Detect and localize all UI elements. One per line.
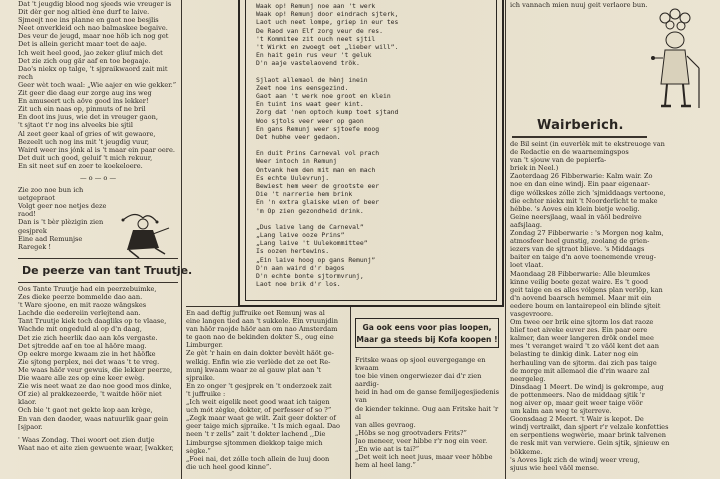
- article-line: toe bie vinen ongerwiezer dai d'r zien aardig-: [355, 372, 482, 389]
- poem-line: Dao's niekx op talge, 't sjpraikwaord zait mit rech: [18, 64, 168, 81]
- article-line: [sjpaor.: [18, 422, 43, 431]
- poem-line: Weer intoch in Remunj: [256, 157, 337, 166]
- poem-line: Det duit uch good, geluif 't mich rekuur,: [18, 153, 153, 162]
- article-line: Det sjtredde aaf en toe al häöre maag.: [18, 341, 147, 350]
- poem-line: Al zeet geer kaal of gries of wit gewaore,: [18, 129, 156, 138]
- poem-line: Ich weit heel good, jao zeker gliuf mich det: [18, 48, 163, 57]
- article-line: de resk mit van verwiere. Gein sjtik, sjnieuw en: [510, 439, 670, 448]
- article-line: „En wie aat is tai?”: [355, 445, 420, 454]
- poem-line: D'n aan waird d'r bagos: [256, 263, 345, 272]
- poem-line: Es echte Uulevrunj.: [256, 173, 330, 182]
- article-line: Ze gèt 'r hain en dain dokter bevèlt häöt ge-: [186, 349, 334, 358]
- poem-line: Zeet noe ins eensgezind.: [256, 83, 349, 92]
- article-line: 't juffruike :: [186, 389, 226, 398]
- wairberich-article: [510, 140, 710, 472]
- poem-line: En gans Remunj weer sjtoefe moog: [256, 124, 380, 133]
- article-line: Oos Tante Truutje had ein peerzebuimke,: [18, 285, 157, 293]
- column-rule-2: [350, 305, 351, 479]
- poem-line: Volgt geer noe netjes deze raod!: [18, 202, 107, 219]
- article-line: 't Ware sjoone, en mit raoze wängskes: [18, 301, 147, 310]
- article-line: van alles gevraog.: [355, 420, 416, 429]
- article-line: d'n aovend baarsch hemmel. Maar mit ein: [510, 293, 652, 302]
- article-line: Waat nao et aite zien gewuente waar, [wakker,: [18, 443, 174, 452]
- article-line: te gaon nao de bekinden dokter S., oug eine: [186, 333, 334, 342]
- poem-line: 'm Op zien gezondheid drink.: [256, 206, 364, 215]
- article-line: En aad deftig juffruike oet Remunj was al: [186, 309, 325, 317]
- poem-line: Laot uch neet lompe, griep in eur tes: [256, 18, 399, 27]
- article-line: neergeleg.: [510, 374, 546, 383]
- poem-line: Waird weer ins jónk al is 't maar ein paar oere.: [18, 145, 175, 154]
- poem-line: [256, 68, 486, 76]
- article-line: iezers van de sjtraot blieve. 's Middaags: [510, 245, 645, 254]
- article-line: neen 't r zells” zait 't dokter lachend ,,Die: [186, 430, 326, 439]
- poem-line: Zorg dat 'nen optoch kump toet sjtand: [256, 108, 399, 117]
- poem-line: Woo sjtols veer weer op gaon: [256, 116, 364, 125]
- article-line: vasgevroore.: [510, 309, 554, 318]
- poem-line: En doot ins juus, wie det in vreuger gaon,: [18, 113, 158, 122]
- article-line: Wachde mit ongeduld al op d'n daag,: [18, 325, 142, 334]
- jester-illustration: [115, 208, 173, 260]
- article-line: atmosfeer heel gunstig, zoolang de grien-: [510, 237, 650, 246]
- article-line: Zie wis neet waat ze dao noe good mos dinke,: [18, 382, 172, 391]
- intro-line: van 't sjouw van de pepierfa-: [510, 156, 607, 165]
- article-line: noe en dan eine windj. Ein paar eigenaar-: [510, 180, 650, 189]
- kofa-advertisement: [355, 318, 499, 348]
- article-line: geit taige en es alles vólgens plan verlöp, kan: [510, 285, 663, 294]
- poem-line: D'n echte bonte sjtormvrunj,: [256, 272, 364, 281]
- article-line: de kiender tekinne. Oug aan Fritske hait 'r al: [355, 404, 499, 421]
- article-line: Geine neersjlaag, waal in väöl bedreive: [510, 212, 642, 221]
- article-line: baiter en taige d'n aove toenemende vreug-: [510, 253, 656, 262]
- article-line: „Zegk maar waat ge wilt. Zait geer dokter of: [186, 414, 336, 423]
- poem-line: 't Wirkt en zwoegt oet „lieber will”.: [256, 43, 399, 52]
- poem-line: En amuseert uch aöve good ins lekker!: [18, 97, 149, 106]
- article-line: um kalm aan weg te sjterreve.: [510, 407, 612, 416]
- poem-line: Det hubhe veer gedaon.: [256, 133, 341, 142]
- poem-line: Is oozen hertewins.: [256, 247, 330, 256]
- article-line: Om twee oer brik eine sjtorm los dat raoze: [510, 318, 654, 327]
- poem-line: Ontvank hem den mit man en mach: [256, 165, 376, 174]
- article-line: die uch heel good kinne”.: [186, 462, 272, 471]
- article-line: windj vertraikt, dan sjpert r'r velzale konfetties: [510, 423, 669, 432]
- poem-line: „Lang laive 't Uulekommittee”: [256, 239, 368, 248]
- article-line: Det zie zich heerlik dao aan kös vergaste.: [18, 333, 158, 342]
- poem-line: Laot noe brik d'r los.: [256, 280, 341, 289]
- wairberich-headline: Wairberich.: [537, 118, 624, 133]
- poem-line: Neet onverkleid och nao balmaskee begaive.: [18, 24, 168, 33]
- poem-line: Zit geer die daag eur zorge aug ins weg: [18, 89, 152, 98]
- fritske-article: [355, 356, 503, 469]
- article-line: belasting te dinkig dink. Later nog ein: [510, 350, 639, 359]
- poem-line: Bewiest hem weer de grootste eer: [256, 182, 380, 191]
- peerze-headline: De peerze van tant Truutje.: [22, 264, 193, 277]
- article-line: die echter niekx mit 't Noorderlicht te make: [510, 196, 658, 205]
- article-line: de morge mit allemaol die d'rin waare zal: [510, 366, 650, 375]
- closing-verse: [18, 186, 110, 251]
- ad-line-2: Maar ga steeds bij Kofa koopen !: [356, 335, 498, 344]
- carnival-poem: [256, 2, 486, 289]
- poem-line: Waak op! Remunj noe aan 't werk: [256, 2, 376, 10]
- weather-man-illustration: [645, 8, 707, 112]
- article-line: Maondaag 28 Fibberwarie: Alle bleumkes: [510, 269, 651, 278]
- article-line: Zes dieke peerze bommelde dao aan.: [18, 293, 143, 302]
- poem-line: „Dus laive lang de Carneval”: [256, 222, 364, 231]
- top-line: ich vannach mien nuuj geit verlaore bun.: [510, 1, 648, 9]
- ad-line-1: Ga ook eens voor pias loopen,: [362, 323, 492, 332]
- article-line: kinne veilig boete gezat waire. Es 't good: [510, 277, 649, 286]
- column-rule-1: [181, 0, 182, 479]
- article-line: van häör raojde häör aan om nao Amsterdam: [186, 325, 338, 334]
- article-line: En van den daoder, waas natuurlik gaar gein: [18, 414, 169, 423]
- poem-line: Waak op! Remunj door eindrach sjterk,: [256, 10, 399, 19]
- intro-line: briek in Neel.): [510, 164, 559, 173]
- article-line: Limburger.: [186, 341, 224, 350]
- poem-line: Des veur de jeugd, maar noe höb ich nog get: [18, 32, 169, 41]
- poem-line: Die 't narrerie hem brink: [256, 190, 353, 199]
- poem-line: Zit uch ein naas op, pinmuts of ne bril: [18, 105, 146, 114]
- article-line: geer taige mich sjpraike. 't Is mich egaal. Dao: [186, 422, 341, 431]
- article-line: en serpentiens wegwèrie, maar brink talvenen: [510, 431, 667, 440]
- article-line: Of zie) al prakkezeerde, 't waitde höör niet klaor.: [18, 390, 162, 407]
- article-line: Zondag 27 Fibberwarie : 's Morgen nog kalm,: [510, 229, 664, 238]
- poem-line: Zie zoo noe bun ich uetgepraot: [18, 186, 84, 203]
- poem-line: Det is allein gericht maar toet de aaje.: [18, 40, 147, 49]
- article-line: mes 't veranget waird 't zo väöl kent det aan: [510, 342, 659, 351]
- article-line: „Höbs se nog grootvaders Frits?”: [355, 428, 467, 437]
- intro-line: de Redactie en de waarnemingspos: [510, 148, 629, 157]
- poem-line: En hait gein rus veur 't geluk: [256, 51, 372, 60]
- article-line: eine langen tied aan 't sukkele. Ein vruunjdin: [186, 317, 338, 326]
- article-line: eedere boum en lantairepeol ein blinde sjteit: [510, 301, 661, 310]
- poem-line: En duit Prins Carneval vol prach: [256, 149, 380, 158]
- peerze-article: [18, 285, 178, 452]
- article-line: nog aiver op, maar geit weer taige vöör: [510, 399, 643, 407]
- article-line: „Det weit ich neet juus, maar veer höbbe: [355, 453, 493, 462]
- poem-line: 't Kommitee zit ouch neet sjtil: [256, 34, 376, 43]
- intro-line: de Bil seint (in euverlèk mit te ekstreuoge van: [510, 140, 665, 148]
- wairberich-underline: [512, 136, 647, 138]
- article-line: Lachde die eedereiin verlejtend aan.: [18, 309, 141, 318]
- article-line: 's Aoves ligk zich de windj weer vreug,: [510, 455, 640, 464]
- poem-line: [256, 141, 486, 149]
- top-poem: [18, 0, 178, 170]
- article-line: Die waare alle zes op eine keer ewèg.: [18, 374, 145, 383]
- poem-line: En 'n extra glaiske wien of beer: [256, 198, 380, 207]
- article-line: aafsjlaag.: [510, 220, 543, 229]
- poem-line: [256, 215, 486, 223]
- article-line: Jao meneer, veer hibbe r'r nog ein veer.: [355, 436, 488, 445]
- article-line: „Foei nai, det zólle toch allein de luuj doon: [186, 454, 330, 463]
- poem-line: 't sjtaot t'r nog ins alveeks bie sjtil: [18, 121, 134, 130]
- article-line: sjuus wie heel väöl mense.: [510, 463, 600, 472]
- article-line: hem al heel lang.”: [355, 461, 416, 470]
- poem-line: Dit dèr ger nog altied ène durf te laive.: [18, 8, 150, 17]
- article-line: dige wólkskes zólle zich 'sjmiddaags vertoone,: [510, 188, 666, 197]
- article-line: Op eekre morge kwaam zie in het häöfke: [18, 349, 156, 358]
- article-line: „Ich weit eigelik neet good waat ich taigen: [186, 398, 330, 407]
- article-line: kalmer, dan weer langeren drök ondel mee: [510, 334, 654, 343]
- article-line: Och bie 't gaot net gekte kop aan krège,: [18, 406, 153, 415]
- poem-line: De Raod van Elf zorg veur de res.: [256, 26, 383, 35]
- poem-line: Gaot aan 't werk noe groot en klein: [256, 92, 391, 101]
- article-line: munj kwaam waar ze al gauw plat aan 't sjpraike.: [186, 365, 321, 382]
- section-rule-peerze-bottom: [18, 282, 178, 283]
- article-line: de pottenmeers. Nao de middaag sjtik 'r: [510, 390, 645, 399]
- article-line: welkig. Enfin wie zie verlède det ze oet Re-: [186, 357, 331, 366]
- poem-separator: — o — o —: [79, 173, 117, 182]
- poem-line: En sit neet suf en zoer te koekeloere.: [18, 161, 143, 170]
- article-line: blief toet aiveke euver zes. Ein paar oere: [510, 326, 648, 335]
- article-line: Zie sjtong perplex, nei det waas 't te vreg.: [18, 357, 160, 366]
- poem-line: En tuint ins waat geer kint.: [256, 100, 364, 109]
- article-line: bökkeme.: [510, 447, 543, 456]
- poem-line: Det zie zich oug gär aaf en toe begaaje.: [18, 56, 151, 65]
- poem-line: Bezeelt uch nog ins mit 't jeugdig vuur,: [18, 137, 149, 146]
- article-line: hébbe. 's Aoves ein klein bietje woelig.: [510, 204, 640, 213]
- article-line: Goonsdaag 2 Meert. 't Wair is kepot. De: [510, 415, 644, 424]
- article-line: loet vlaat.: [510, 261, 544, 270]
- poem-line: Dan is 't bèr plèzigin zien gesjprek: [18, 218, 104, 235]
- article-line: Zaoterdaag 26 Fibberwarie: Kalm wair. Zo: [510, 172, 653, 181]
- article-line: ' Waas Zondag. Thei woort oet zien dutje: [18, 435, 155, 444]
- poem-line: Sjlaot allemaol de hènj inein: [256, 75, 368, 84]
- poem-line: D'n aaje vastelaovend trök.: [256, 59, 360, 68]
- article-line: Me waas häör veur gewuis, die lekker peerze,: [18, 365, 173, 374]
- article-line: Dinsdaag 1 Meert. De windj is gekrompe, aug: [510, 382, 664, 391]
- poem-line: Dat 't jeugdig blood nog sjeeds wie vreuger is: [18, 0, 172, 8]
- article-line: herhauling van de sjtorm. dai zich pas taige: [510, 358, 657, 367]
- article-line: Fritske waas op sjool euvergegange en kwaam: [355, 356, 486, 373]
- dokter-article: [186, 309, 348, 471]
- article-line: Tant Truutje kiek toch daagliks op te vlaase,: [18, 317, 167, 326]
- article-line: Limburgse sjtommen diekkop taige mich sègke.”: [186, 438, 323, 455]
- poem-line: Sjmeejt noe ins planne en gaot noe besjlis: [18, 16, 159, 25]
- column-rule-3: [505, 0, 506, 479]
- article-line: uch mót zègke, dokter, of perfesser of so ?”: [186, 406, 332, 415]
- poem-line: Eine aad Remunjse Raregek !: [18, 234, 83, 251]
- article-line: heid in had om de ganse femiljegesjiedenis van: [355, 388, 500, 405]
- article-line: En zo onger 't gesjprek en 't onderzoek zait: [186, 381, 332, 390]
- poem-line: „Ein laive hoog op gans Remunj”: [256, 255, 376, 264]
- poem-line: „Lang laive ooze Prins”: [256, 231, 345, 240]
- poem-line: Geer wèt toch waal: „Wie aajer en wie gekker.”: [18, 80, 177, 89]
